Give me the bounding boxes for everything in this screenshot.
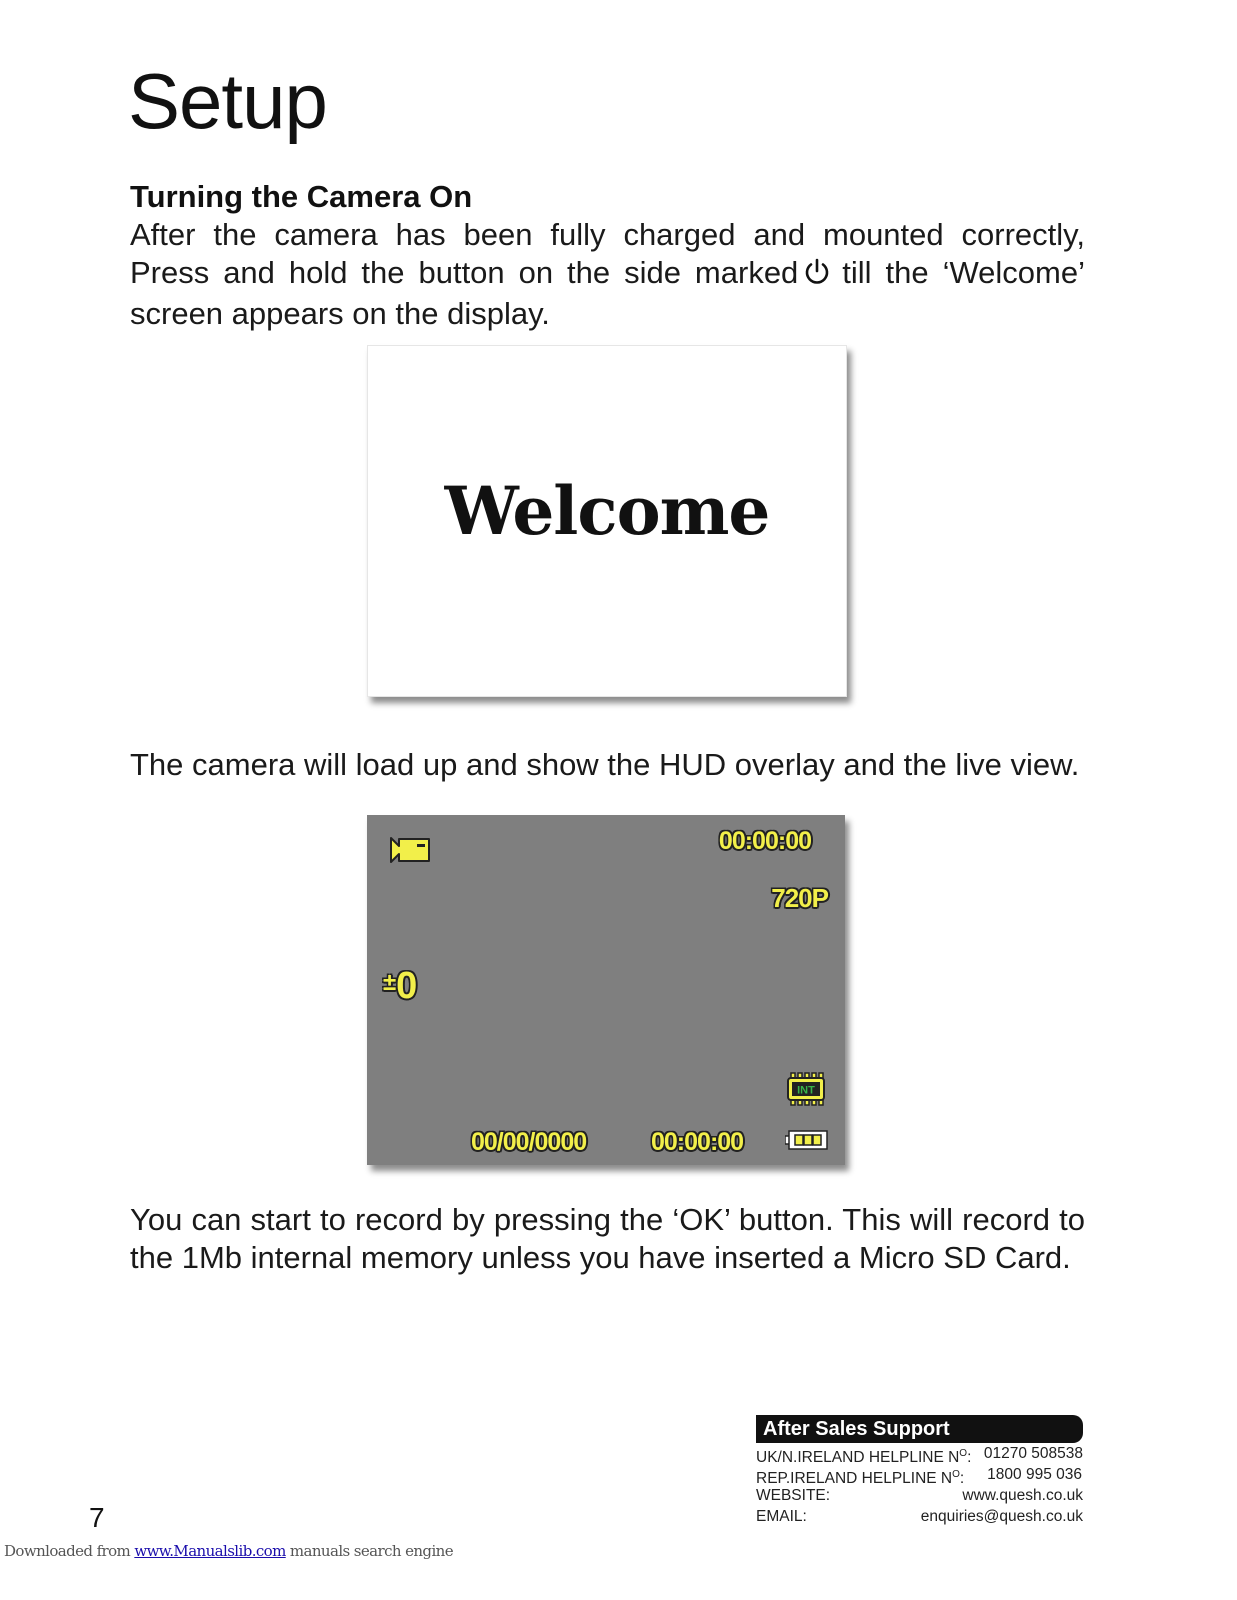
hud-exposure [383,965,416,1008]
instruction-paragraph-2: The camera will load up and show the HUD overlay and the live view. [130,747,1080,782]
ie-label-sup: O [952,1469,960,1480]
hud-date: 00/00/0000 [471,1128,587,1156]
hud-time-top: 00:00:00 [718,827,811,855]
website-value[interactable]: www.quesh.co.uk [962,1487,1083,1504]
instruction-paragraph-3: You can start to record by pressing the ‘OK’ button. This will record to the 1Mb internal memory unless you have inserted a Micro SD Card. [130,1202,1085,1275]
paragraph-1-text-end: till the ‘Welcome’ screen appears on the display. [130,255,1085,331]
email-value[interactable]: enquiries@quesh.co.uk [920,1508,1083,1525]
uk-label-text: UK/N.IRELAND HELPLINE N [756,1449,960,1466]
memory-label: INT [797,1084,815,1097]
uk-label-sup: O [959,1448,968,1459]
uk-helpline-label: UK/N.IRELAND HELPLINE $N^O$: [756,1448,972,1466]
page-title: Setup [128,57,327,145]
website-label: WEBSITE: [756,1487,831,1504]
uk-helpline-value: 01270 508538 [983,1445,1083,1462]
power-icon [804,257,830,295]
ie-helpline-label: REP.IRELAND HELPLINE $N^O$: [756,1469,965,1487]
hud-overlay-image [367,815,845,1165]
ie-helpline-value: 1800 995 036 [987,1466,1082,1483]
email-label: EMAIL: [756,1508,807,1525]
manualslib-link[interactable]: www.Manualslib.com [134,1542,286,1560]
instruction-paragraph-1 [130,216,1085,333]
ev-sign: ± [383,969,396,996]
support-row-uk [756,1443,1083,1464]
footer-prefix: Downloaded from [4,1542,135,1560]
hud-resolution: 720P [771,883,828,913]
welcome-text: Welcome [444,472,770,550]
support-row-ireland [756,1464,1083,1485]
section-heading: Turning the Camera On [130,179,473,214]
support-row-website [756,1485,1083,1506]
support-row-email [756,1506,1083,1527]
paragraph-1-text-start: After the camera has been fully charged and mounted correctly, Press and hold the button on the side marked [130,217,1085,290]
ie-label-text: REP.IRELAND HELPLINE N [756,1470,953,1487]
hud-record-time: 00:00:00 [651,1128,744,1156]
download-footer [4,1542,453,1560]
internal-memory-icon [786,1072,826,1111]
video-camera-icon [389,835,431,870]
battery-icon [785,1129,829,1156]
welcome-screen-image [367,345,847,697]
support-title: After Sales Support [756,1415,1083,1443]
page-number: 7 [89,1502,105,1533]
after-sales-support-box [756,1415,1083,1527]
ev-value: 0 [396,965,417,1007]
footer-suffix: manuals search engine [285,1542,453,1560]
